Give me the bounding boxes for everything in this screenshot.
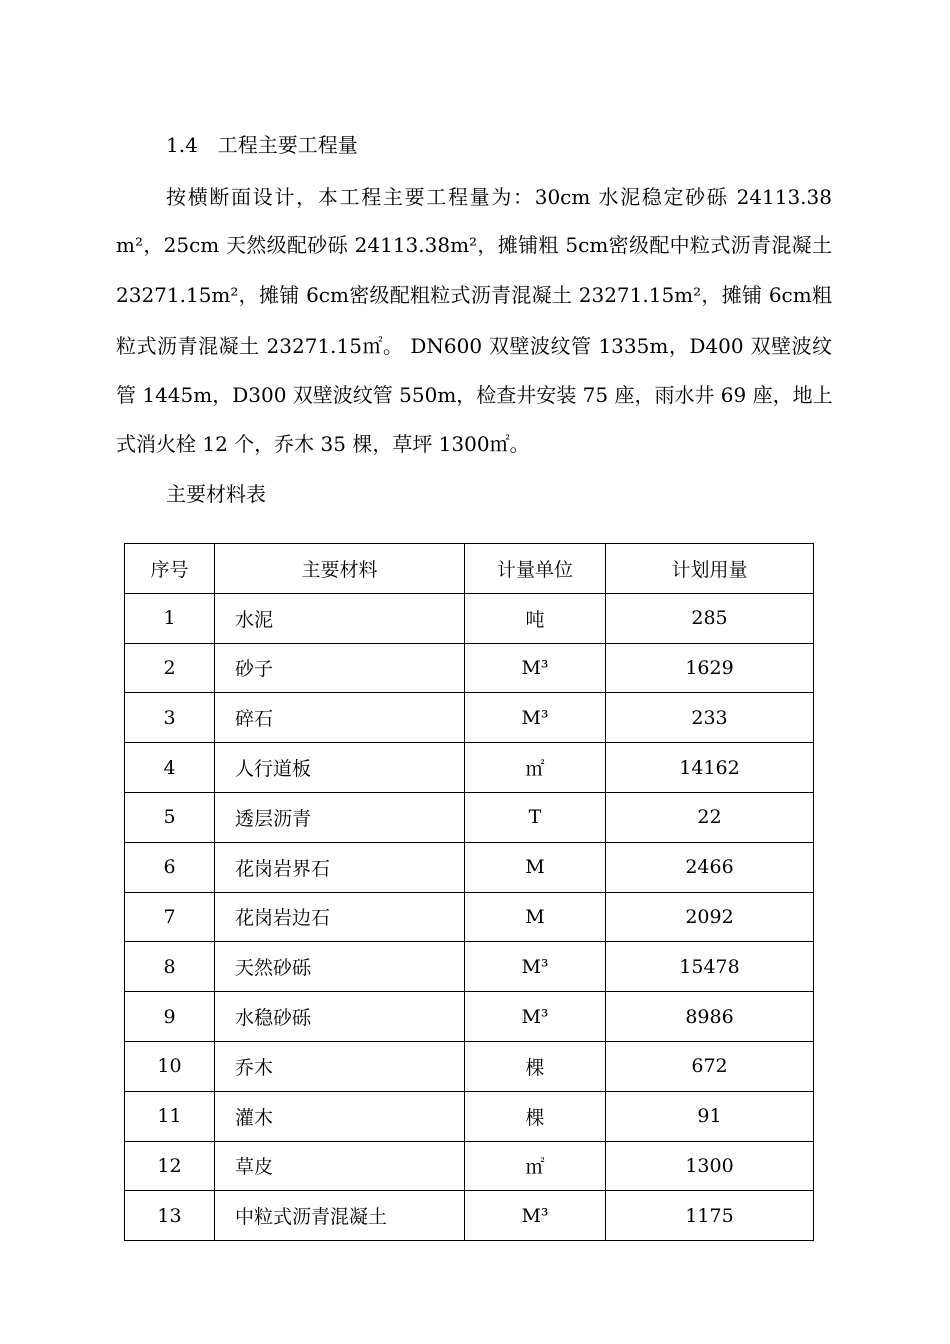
cell-quantity: 233 [606,693,814,743]
cell-no: 2 [125,643,215,693]
paragraph-line: m²，25cm 天然级配砂砾 24113.38m²，摊铺粗 5cm密级配中粒式沥青混凝土 [116,233,832,257]
table-row [125,643,814,693]
table-row [125,1141,814,1191]
cell-material: 花岗岩边石 [215,892,465,942]
cell-material: 花岗岩界石 [215,842,465,892]
cell-quantity: 2466 [606,842,814,892]
cell-material: 水泥 [215,593,465,643]
table-header-row [125,544,814,594]
cell-material: 碎石 [215,693,465,743]
table-caption: 主要材料表 [166,482,266,506]
header-cell-quantity: 计划用量 [606,544,814,594]
cell-no: 13 [125,1191,215,1241]
table-row [125,792,814,842]
table-row [125,992,814,1042]
cell-quantity: 15478 [606,942,814,992]
cell-unit: M³ [465,643,606,693]
cell-quantity: 14162 [606,743,814,793]
cell-no: 6 [125,842,215,892]
cell-quantity: 2092 [606,892,814,942]
cell-unit: 吨 [465,593,606,643]
cell-no: 11 [125,1091,215,1141]
cell-material: 透层沥青 [215,792,465,842]
table-row [125,743,814,793]
paragraph-line: 式消火栓 12 个，乔木 35 棵，草坪 1300㎡。 [116,432,530,456]
cell-unit: M³ [465,942,606,992]
header-cell-no: 序号 [125,544,215,594]
cell-material: 人行道板 [215,743,465,793]
section-heading: 1.4 工程主要工程量 [166,133,358,157]
cell-quantity: 1300 [606,1141,814,1191]
cell-unit: M³ [465,992,606,1042]
cell-quantity: 1175 [606,1191,814,1241]
cell-no: 4 [125,743,215,793]
materials-table [124,543,814,1241]
table-row [125,842,814,892]
cell-no: 9 [125,992,215,1042]
cell-unit: 棵 [465,1041,606,1091]
header-cell-material: 主要材料 [215,544,465,594]
paragraph-line: 管 1445m，D300 双壁波纹管 550m，检查井安装 75 座，雨水井 69 座，地上 [116,383,833,407]
cell-quantity: 285 [606,593,814,643]
cell-material: 水稳砂砾 [215,992,465,1042]
cell-material: 灌木 [215,1091,465,1141]
table-row [125,593,814,643]
cell-unit: M³ [465,693,606,743]
cell-quantity: 1629 [606,643,814,693]
cell-unit: T [465,792,606,842]
cell-unit: M [465,842,606,892]
cell-quantity: 22 [606,792,814,842]
cell-material: 天然砂砾 [215,942,465,992]
cell-unit: ㎡ [465,743,606,793]
table-row [125,1091,814,1141]
cell-no: 10 [125,1041,215,1091]
cell-no: 1 [125,593,215,643]
table-row [125,1191,814,1241]
cell-unit: M [465,892,606,942]
cell-quantity: 672 [606,1041,814,1091]
cell-no: 3 [125,693,215,743]
table-row [125,693,814,743]
table-row [125,892,814,942]
cell-quantity: 8986 [606,992,814,1042]
paragraph-line: 23271.15m²，摊铺 6cm密级配粗粒式沥青混凝土 23271.15m²，摊铺 6cm粗 [116,283,832,307]
cell-material: 中粒式沥青混凝土 [215,1191,465,1241]
cell-material: 乔木 [215,1041,465,1091]
cell-no: 5 [125,792,215,842]
cell-unit: 棵 [465,1091,606,1141]
table-row [125,1041,814,1091]
cell-quantity: 91 [606,1091,814,1141]
table-row [125,942,814,992]
cell-no: 12 [125,1141,215,1191]
cell-unit: ㎡ [465,1141,606,1191]
header-cell-unit: 计量单位 [465,544,606,594]
cell-material: 砂子 [215,643,465,693]
paragraph-line: 按横断面设计，本工程主要工程量为：30cm 水泥稳定砂砾 24113.38 [166,185,832,209]
cell-no: 8 [125,942,215,992]
cell-material: 草皮 [215,1141,465,1191]
paragraph-line: 粒式沥青混凝土 23271.15㎡。 DN600 双壁波纹管 1335m，D400 双壁波纹 [116,334,832,358]
cell-no: 7 [125,892,215,942]
cell-unit: M³ [465,1191,606,1241]
